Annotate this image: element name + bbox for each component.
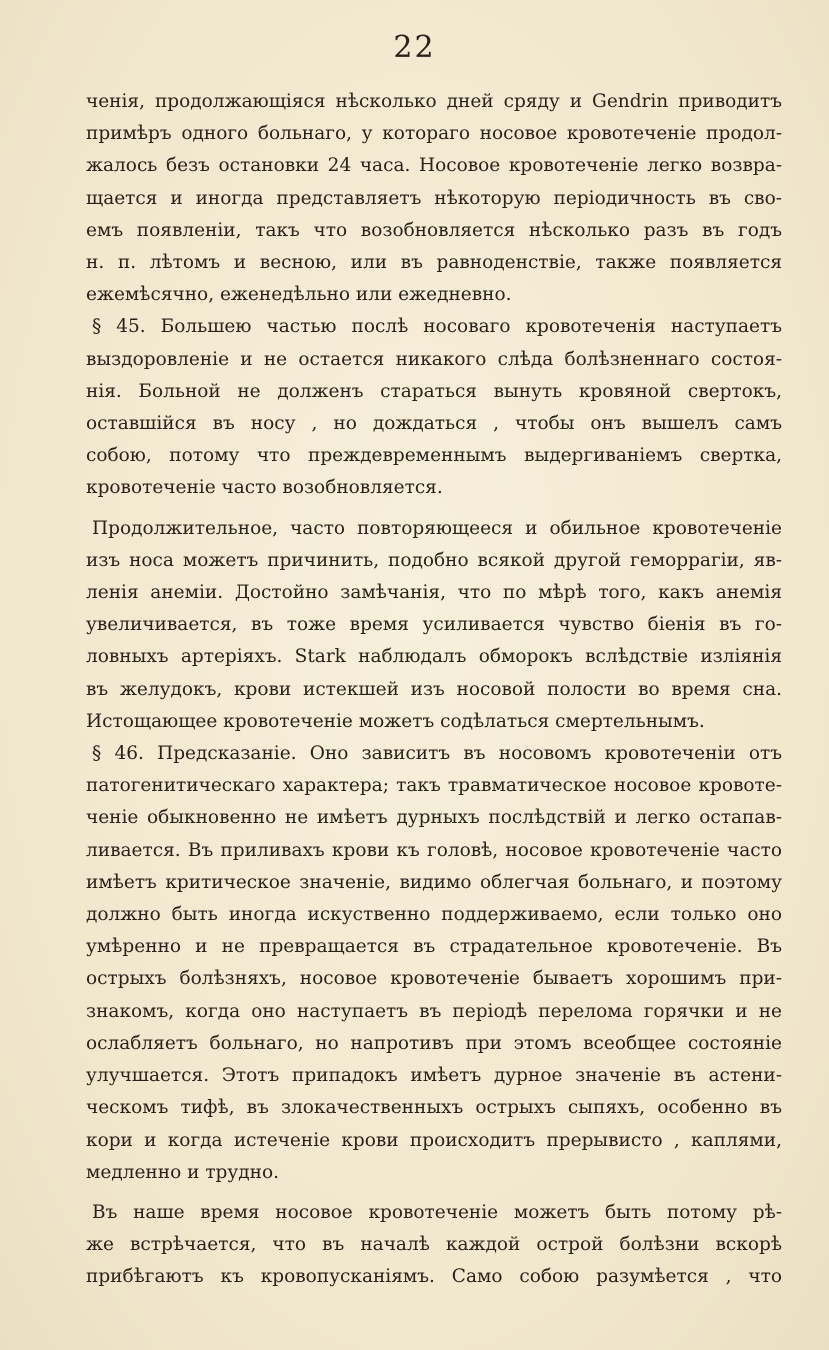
text-line: ловныхъ артеріяхъ. Stark наблюдалъ обморокъ вслѣдствіе изліянія [86, 646, 782, 668]
paragraph [86, 1197, 782, 1294]
text-line: Истощающее кровотеченіе можетъ содѣлаться смертельнымъ. [86, 710, 705, 732]
text-line: щается и иногда представляетъ нѣкоторую періодичность въ сво- [86, 187, 782, 209]
text-line: острыхъ болѣзняхъ, носовое кровотеченіе бываетъ хорошимъ при- [86, 968, 782, 990]
text-line: патогенитическаго характера; такъ травматическое носовое кровоте- [86, 775, 782, 797]
text-line: § 46. Предсказаніе. Оно зависитъ въ носовомъ кровотеченіи отъ [92, 743, 782, 765]
text-line: ослабляетъ больнаго, но напротивъ при этомъ всеобщее состояніе [86, 1032, 782, 1054]
text-line: н. п. лѣтомъ и весною, или въ равноденствіе, также появляется [86, 252, 782, 274]
text-line: умѣренно и не превращается въ страдательное кровотеченіе. Въ [86, 936, 782, 958]
text-line: изъ носа можетъ причинить, подобно всякой другой геморрагіи, яв- [86, 549, 782, 571]
text-line: ленія анеміи. Достойно замѣчанія, что по мѣрѣ того, какъ анемія [86, 582, 782, 604]
text-line: ежемѣсячно, еженедѣльно или ежедневно. [86, 284, 512, 306]
text-line: увеличивается, въ тоже время усиливается чувство біенія въ го- [86, 614, 782, 636]
text-line: медленно и трудно. [86, 1161, 280, 1183]
text-line: должно быть иногда искуственно поддерживаемо, если только оно [86, 904, 782, 926]
text-line: емъ появленіи, такъ что возобновляется нѣсколько разъ въ годъ [86, 219, 782, 241]
text-line: знакомъ, когда оно наступаетъ въ періодѣ перелома горячки и не [86, 1000, 782, 1022]
paragraph [86, 86, 782, 311]
text-line: примѣръ одного больнаго, у котораго носовое кровотеченіе продол- [86, 123, 782, 145]
page-body [86, 86, 782, 1294]
text-line: жалось безъ остановки 24 часа. Носовое кровотеченіе легко возвра- [86, 155, 782, 177]
page-number: 22 [393, 30, 436, 65]
paragraph [86, 738, 782, 1189]
text-line: нія. Больной не долженъ стараться вынуть кровяной свертокъ, [86, 380, 782, 402]
text-line: ческомъ тифѣ, въ злокачественныхъ острыхъ сыпяхъ, особенно въ [86, 1097, 782, 1119]
text-line: имѣетъ критическое значеніе, видимо облегчая больнаго, и поэтому [86, 871, 782, 893]
paragraph [86, 311, 782, 504]
text-line: выздоровленіе и не остается никакого слѣда болѣзненнаго состоя- [86, 348, 782, 370]
text-line: ченіе обыкновенно не имѣетъ дурныхъ послѣдствій и легко остапав- [86, 807, 782, 829]
text-line: собою, потому что преждевременнымъ выдергиваніемъ свертка, [86, 445, 782, 467]
text-line: въ желудокъ, крови истекшей изъ носовой полости во время сна. [86, 678, 782, 700]
text-line: ливается. Въ приливахъ крови къ головѣ, носовое кровотеченіе часто [86, 839, 782, 861]
text-line: Продолжительное, часто повторяющееся и обильное кровотеченіе [92, 517, 782, 539]
text-line: оставшійся въ носу , но дождаться , чтобы онъ вышелъ самъ [86, 413, 782, 435]
text-line: же встрѣчается, что въ началѣ каждой острой болѣзни вскорѣ [86, 1234, 782, 1256]
text-line: ченія, продолжающіяся нѣсколько дней сряду и Gendrin приводитъ [86, 91, 782, 112]
text-line: кровотеченіе часто возобновляется. [86, 477, 443, 499]
paragraph [86, 513, 782, 738]
text-line: Въ наше время носовое кровотеченіе можетъ быть потому рѣ- [92, 1201, 782, 1223]
text-line: § 45. Большею частью послѣ носоваго кровотеченія наступаетъ [92, 316, 782, 338]
text-line: прибѣгаютъ къ кровопусканіямъ. Само собою разумѣется , что [86, 1266, 782, 1288]
text-line: кори и когда истеченіе крови происходитъ прерывисто , каплями, [86, 1129, 782, 1151]
text-line: улучшается. Этотъ припадокъ имѣетъ дурное значеніе въ астени- [86, 1065, 782, 1087]
